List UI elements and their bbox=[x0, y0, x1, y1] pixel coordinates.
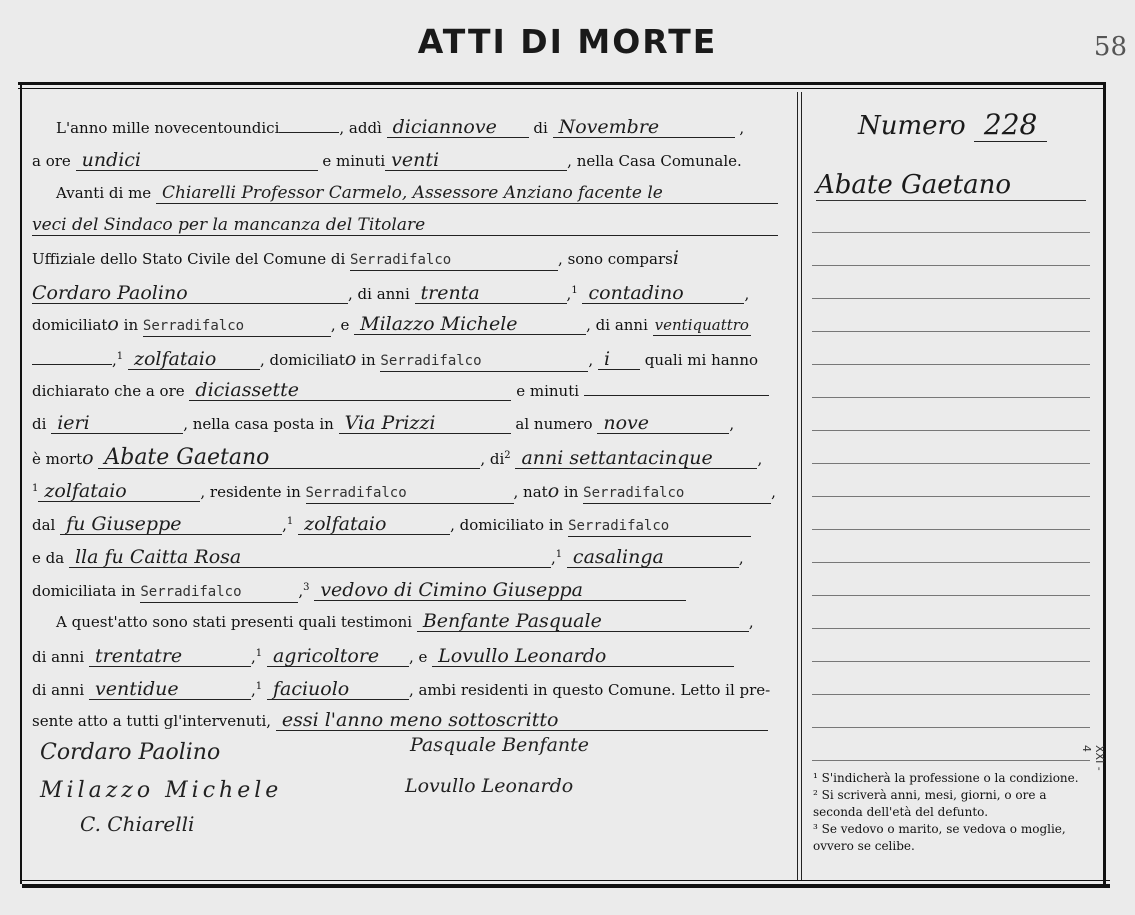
handwritten-profession: zolfataio bbox=[298, 514, 450, 535]
frame-border-left bbox=[20, 84, 22, 884]
form-line-14: e da lla fu Caitta Rosa ,$^1$ casalinga , bbox=[32, 546, 744, 568]
form-line-16: A quest'atto sono stati presenti quali testimoni Benfante Pasquale , bbox=[56, 610, 754, 632]
ruled-line bbox=[812, 727, 1090, 728]
printed-text: a ore bbox=[32, 152, 71, 170]
handwritten-age: trentatre bbox=[89, 646, 251, 667]
handwritten-profession: agricoltore bbox=[267, 646, 409, 667]
handwritten-witness-1: Benfante Pasquale bbox=[417, 611, 749, 632]
printed-text: , e bbox=[330, 316, 350, 334]
handwritten-profession: zolfataio bbox=[128, 349, 260, 370]
frame-border-top bbox=[18, 82, 1106, 85]
ruled-line bbox=[812, 529, 1090, 530]
handwritten-day: diciannove bbox=[387, 117, 529, 138]
printed-text: di anni bbox=[32, 681, 85, 699]
printed-text: L'anno mille novecento bbox=[56, 119, 233, 137]
printed-text: , sono compars bbox=[558, 250, 673, 268]
printed-text: di bbox=[32, 415, 47, 433]
handwritten-month: Novembre bbox=[553, 117, 735, 138]
handwritten-suffix: o bbox=[344, 348, 357, 370]
vertical-code: XXI - 4 bbox=[1080, 745, 1106, 771]
form-line-9 bbox=[32, 380, 792, 401]
blank-line bbox=[32, 364, 112, 365]
blank-line bbox=[279, 132, 339, 133]
printed-text: , nella Casa Comunale. bbox=[567, 152, 742, 170]
printed-text: , nella casa posta in bbox=[183, 415, 334, 433]
ruled-line bbox=[812, 562, 1090, 563]
handwritten-suffix: i bbox=[598, 349, 640, 370]
blank-line bbox=[584, 395, 769, 396]
handwritten-profession: zolfataio bbox=[38, 481, 200, 502]
form-line-3 bbox=[32, 183, 792, 204]
form-line-10: di ieri , nella casa posta in Via Prizzi al numero nove , bbox=[32, 412, 735, 434]
ruled-line bbox=[812, 298, 1090, 299]
printed-text: e da bbox=[32, 549, 65, 567]
ruled-line bbox=[812, 364, 1090, 365]
frame-border-top-thin bbox=[18, 88, 1106, 89]
printed-text: A quest'atto sono stati presenti quali testimoni bbox=[56, 613, 413, 631]
printed-text: di anni bbox=[32, 648, 85, 666]
frame-border-bottom bbox=[22, 884, 1110, 888]
printed-text: , residente in bbox=[200, 483, 301, 501]
ruled-line bbox=[812, 430, 1090, 431]
handwritten-suffix: o bbox=[82, 447, 94, 469]
numero-value: 228 bbox=[974, 108, 1047, 142]
handwritten-hour: diciassette bbox=[189, 380, 511, 401]
printed-text: quali mi hanno bbox=[644, 351, 759, 369]
printed-text: undici bbox=[232, 119, 280, 137]
footnote-2-cont: seconda dell'età del defunto. bbox=[813, 805, 989, 819]
handwritten-officer-cont: veci del Sindaco per la mancanza del Titolare bbox=[32, 215, 778, 236]
printed-text: e minuti bbox=[322, 152, 386, 170]
stamp-place: Serradifalco bbox=[568, 516, 751, 537]
printed-text: in bbox=[563, 483, 579, 501]
footnotes bbox=[813, 770, 1098, 855]
form-line-1: L'anno mille novecentoundici , addì diciannove di Novembre , bbox=[56, 116, 745, 138]
footnote-3-cont: ovvero se celibe. bbox=[813, 839, 915, 853]
printed-text: Avanti di me bbox=[56, 184, 152, 202]
ruled-line bbox=[812, 595, 1090, 596]
ruled-line bbox=[812, 463, 1090, 464]
handwritten-age: ventidue bbox=[89, 679, 251, 700]
printed-text: , di anni bbox=[586, 316, 648, 334]
handwritten-age: ventiquattro bbox=[654, 316, 749, 334]
handwritten-street: Via Prizzi bbox=[339, 413, 511, 434]
handwritten-suffix: o bbox=[107, 313, 119, 335]
form-line-4 bbox=[32, 215, 792, 236]
printed-text: , ambi residenti in questo Comune. Letto il pre- bbox=[408, 681, 771, 699]
ruled-line bbox=[812, 331, 1090, 332]
printed-text: è mort bbox=[32, 450, 83, 468]
signature-1: Cordaro Paolino bbox=[40, 740, 221, 765]
printed-text: di bbox=[533, 119, 548, 137]
numero-label: Numero bbox=[858, 111, 966, 141]
printed-text: , nat bbox=[513, 483, 548, 501]
handwritten-declarant-1: Cordaro Paolino bbox=[32, 283, 348, 304]
handwritten-house-number: nove bbox=[597, 413, 729, 434]
printed-text: , domiciliat bbox=[259, 351, 345, 369]
frame-border-bottom-thin bbox=[22, 880, 1110, 881]
ruled-line bbox=[812, 694, 1090, 695]
printed-text: , e bbox=[408, 648, 428, 666]
handwritten-profession: faciuolo bbox=[267, 679, 409, 700]
form-line-7 bbox=[32, 314, 792, 337]
form-line-6: Cordaro Paolino , di anni trenta ,$^1$ contadino , bbox=[32, 282, 750, 304]
printed-text: al numero bbox=[515, 415, 593, 433]
handwritten-civil-status: vedovo di Cimino Giuseppa bbox=[314, 580, 686, 601]
handwritten-day: ieri bbox=[51, 413, 183, 434]
handwritten-age: trenta bbox=[415, 283, 567, 304]
stamp-place: Serradifalco bbox=[306, 483, 514, 504]
signature-3: Milazzo Michele bbox=[40, 778, 283, 803]
stamp-birthplace: Serradifalco bbox=[583, 483, 771, 504]
form-line-8: ,$^1$ zolfataio , domiciliato in Serradifalco , i quali mi hanno bbox=[32, 347, 792, 372]
handwritten-witness-2: Lovullo Leonardo bbox=[432, 646, 734, 667]
printed-text: e minuti bbox=[516, 382, 580, 400]
printed-text: , di anni bbox=[348, 285, 410, 303]
printed-text: in bbox=[123, 316, 139, 334]
handwritten-closing: essi l'anno meno sottoscritto bbox=[276, 710, 768, 731]
handwritten-deceased-name: Abate Gaetano bbox=[98, 448, 480, 469]
form-line-19 bbox=[32, 710, 792, 731]
printed-text: sente atto a tutti gl'intervenuti, bbox=[32, 712, 272, 730]
column-divider bbox=[797, 92, 798, 880]
printed-text: , di bbox=[480, 450, 505, 468]
stamp-comune: Serradifalco bbox=[350, 250, 558, 271]
ruled-line bbox=[812, 265, 1090, 266]
ruled-line bbox=[812, 628, 1090, 629]
printed-text: in bbox=[361, 351, 376, 369]
printed-text: dal bbox=[32, 516, 56, 534]
form-line-11: è morto Abate Gaetano , $di^2$ anni settantacinque , bbox=[32, 445, 763, 470]
form-line-15: domiciliata in Serradifalco ,$^3$ vedovo di Cimino Giuseppa bbox=[32, 578, 792, 603]
ruled-line bbox=[812, 232, 1090, 233]
printed-text: , domiciliato in bbox=[450, 516, 564, 534]
stamp-place: Serradifalco bbox=[140, 582, 298, 603]
handwritten-hour: undici bbox=[76, 150, 318, 171]
footnote-3: ³ Se vedovo o marito, se vedova o moglie, bbox=[813, 822, 1066, 836]
numero-field bbox=[858, 108, 1047, 141]
deceased-name-margin: Abate Gaetano bbox=[816, 170, 1086, 201]
handwritten-profession: contadino bbox=[582, 283, 744, 304]
handwritten-officer: Chiarelli Professor Carmelo, Assessore Anziano facente le bbox=[156, 183, 778, 204]
handwritten-deceased-age: anni settantacinque bbox=[515, 448, 757, 469]
handwritten-profession: casalinga bbox=[567, 547, 739, 568]
handwritten-declarant-2: Milazzo Michele bbox=[354, 314, 586, 335]
printed-text: domiciliat bbox=[32, 316, 108, 334]
form-line-13: dal fu Giuseppe ,$^1$ zolfataio , domiciliato in Serradifalco bbox=[32, 512, 792, 537]
signature-5: C. Chiarelli bbox=[80, 812, 195, 836]
printed-text: Uffiziale dello Stato Civile del Comune di bbox=[32, 250, 346, 268]
printed-text: domiciliata in bbox=[32, 582, 136, 600]
printed-text: , addì bbox=[339, 119, 382, 137]
handwritten-father: fu Giuseppe bbox=[60, 514, 282, 535]
form-line-12: $^1$ zolfataio , residente in Serradifalco , nato in Serradifalco , bbox=[32, 480, 776, 502]
footnote-1: ¹ S'indicherà la professione o la condizione. bbox=[813, 771, 1079, 785]
form-line-2 bbox=[32, 150, 792, 171]
ruled-line bbox=[812, 397, 1090, 398]
ruled-line bbox=[812, 760, 1090, 761]
form-line-5 bbox=[32, 248, 792, 271]
handwritten-minutes: venti bbox=[385, 150, 567, 171]
handwritten-suffix: i bbox=[672, 247, 679, 269]
form-line-18: di anni ventidue ,$^1$ faciuolo , ambi residenti in questo Comune. Letto il pre- bbox=[32, 678, 771, 700]
page-number: 58 bbox=[1093, 32, 1127, 62]
printed-text: dichiarato che a ore bbox=[32, 382, 185, 400]
signature-4: Lovullo Leonardo bbox=[405, 775, 574, 797]
footnote-2: ² Si scriverà anni, mesi, giorni, o ore a bbox=[813, 788, 1047, 802]
handwritten-suffix: o bbox=[547, 480, 560, 502]
ruled-line bbox=[812, 496, 1090, 497]
handwritten-mother: lla fu Caitta Rosa bbox=[69, 547, 551, 568]
form-line-17: di anni trentatre ,$^1$ agricoltore , e Lovullo Leonardo bbox=[32, 644, 792, 667]
ruled-line bbox=[812, 661, 1090, 662]
column-divider-2 bbox=[801, 92, 802, 880]
stamp-place: Serradifalco bbox=[143, 316, 331, 337]
signature-2: Pasquale Benfante bbox=[410, 734, 590, 756]
stamp-place: Serradifalco bbox=[380, 351, 588, 372]
page-title: ATTI DI MORTE bbox=[417, 22, 718, 61]
